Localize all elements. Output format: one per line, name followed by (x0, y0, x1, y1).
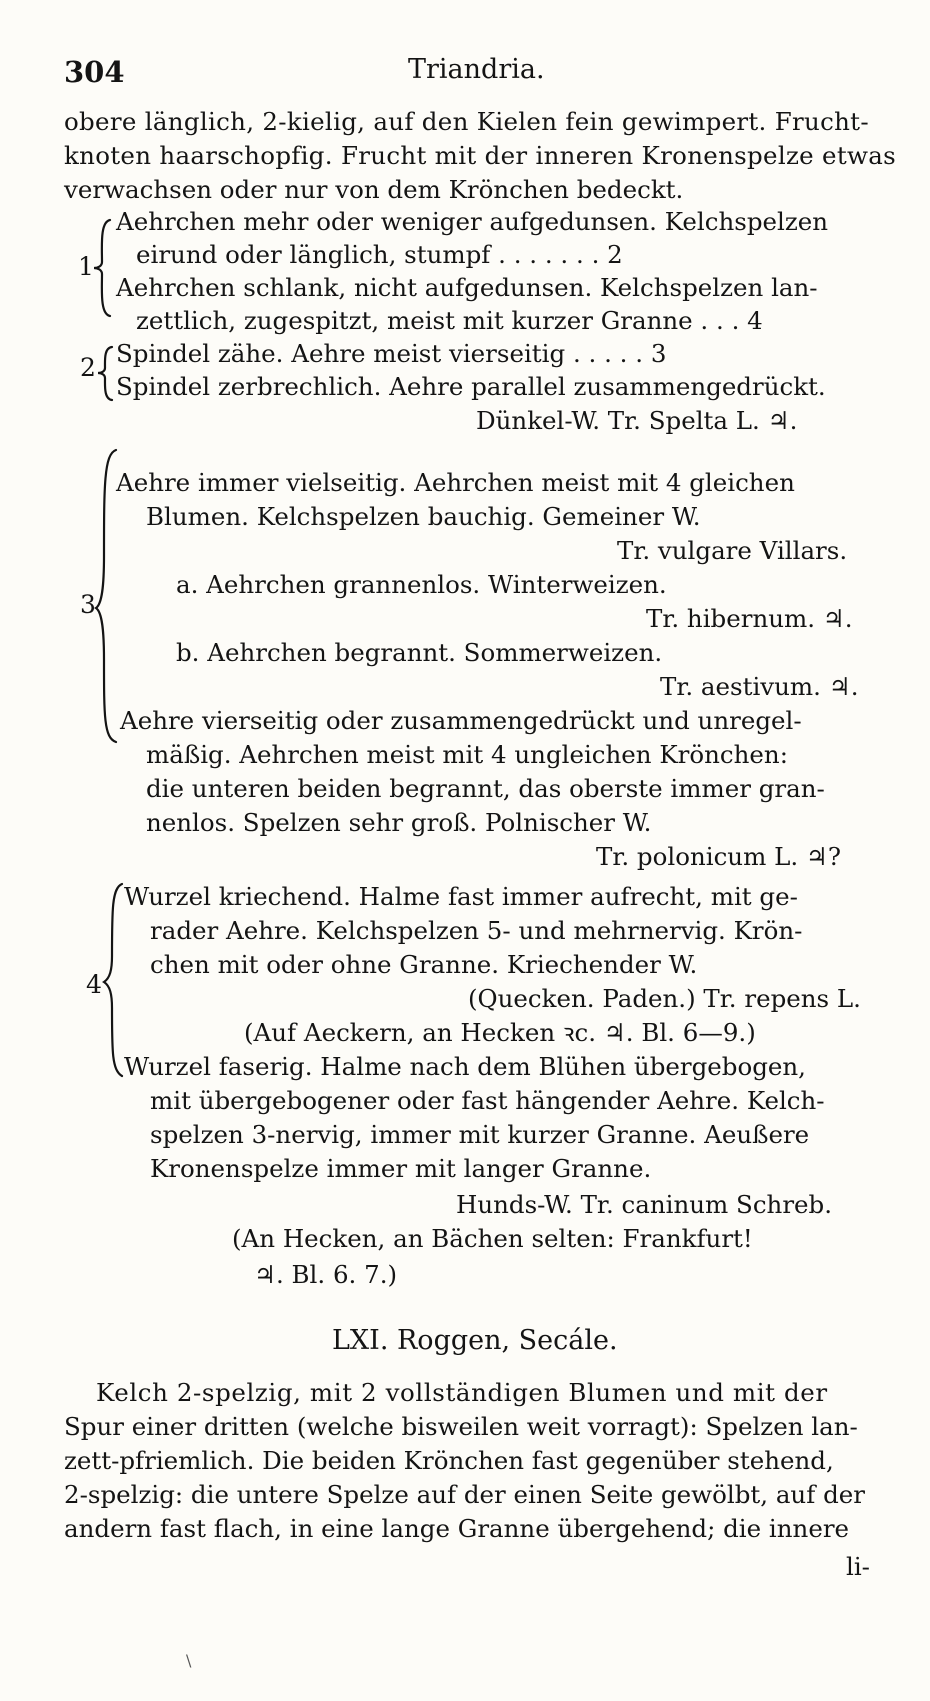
intro-line-1: obere länglich, 2-kielig, auf den Kielen fein gewimpert. Frucht- (64, 107, 869, 136)
catchword: li- (846, 1552, 870, 1581)
intro-line-2: knoten haarschopfig. Frucht mit der inneren Kronenspelze etwas (64, 141, 897, 170)
species-vulgare: Tr. vulgare Villars. (617, 536, 848, 565)
couplet-number-1: 1 (78, 252, 94, 281)
couplet-4a-line-3: chen mit oder ohne Granne. Kriechender W. (150, 950, 698, 979)
couplet-4b-line-2: mit übergebogener oder fast hängender Aehre. Kelch- (150, 1086, 825, 1115)
couplet-4b-line-1: Wurzel faserig. Halme nach dem Blühen übergebogen, (124, 1052, 806, 1081)
couplet-3a-line-1: Aehre immer vielseitig. Aehrchen meist mit 4 gleichen (116, 468, 795, 497)
brace-2 (96, 344, 116, 404)
couplet-4a-line-1: Wurzel kriechend. Halme fast immer aufrecht, mit ge- (124, 882, 798, 911)
couplet-4b-line-4: Kronenspelze immer mit langer Granne. (150, 1154, 652, 1183)
genus-line-5: andern fast flach, in eine lange Granne übergehend; die innere (64, 1514, 850, 1543)
couplet-1a-line-1: Aehrchen mehr oder weniger aufgedunsen. Kelchspelzen (116, 207, 829, 236)
couplet-number-3: 3 (80, 590, 96, 619)
couplet-2b-line: Spindel zerbrechlich. Aehre parallel zusammengedrückt. (116, 372, 826, 401)
couplet-number-2: 2 (80, 353, 96, 382)
species-spelta: Dünkel-W. Tr. Spelta L. ♃. (476, 406, 798, 435)
couplet-3b-line-4: nenlos. Spelzen sehr groß. Polnischer W. (146, 808, 652, 837)
couplet-3b-line-3: die unteren beiden begrannt, das oberste immer gran- (146, 774, 825, 803)
couplet-4b-line-3: spelzen 3-nervig, immer mit kurzer Granne. Aeußere (150, 1120, 810, 1149)
signature-mark: \ (186, 1651, 192, 1670)
couplet-3a-line-2: Blumen. Kelchspelzen bauchig. Gemeiner W. (146, 502, 701, 531)
running-title: Triandria. (408, 54, 545, 85)
couplet-3b-line-2: mäßig. Aehrchen meist mit 4 ungleichen Krönchen: (146, 740, 788, 769)
species-aestivum: Tr. aestivum. ♃. (660, 672, 859, 701)
couplet-3b-line-1: Aehre vierseitig oder zusammengedrückt und unregel- (120, 706, 802, 735)
genus-line-4: 2-spelzig: die untere Spelze auf der einen Seite gewölbt, auf der (64, 1480, 865, 1509)
brace-4 (102, 880, 126, 1080)
variety-b-line: b. Aehrchen begrannt. Sommerweizen. (176, 638, 663, 667)
couplet-4a-line-2: rader Aehre. Kelchspelzen 5- und mehrnervig. Krön- (150, 916, 803, 945)
species-repens: (Quecken. Paden.) Tr. repens L. (468, 984, 861, 1013)
habitat-caninum-line-2: ♃. Bl. 6. 7.) (254, 1260, 398, 1289)
couplet-1b-line-2: zettlich, zugespitzt, meist mit kurzer Granne . . . 4 (136, 306, 763, 335)
genus-heading: LXI. Roggen, Secále. (332, 1325, 618, 1356)
genus-line-3: zett-pfriemlich. Die beiden Krönchen fast gegenüber stehend, (64, 1446, 834, 1475)
couplet-2a-line: Spindel zähe. Aehre meist vierseitig . . . . . 3 (116, 339, 667, 368)
habitat-repens: (Auf Aeckern, an Hecken ꝛc. ♃. Bl. 6—9.) (244, 1018, 756, 1047)
variety-a-line: a. Aehrchen grannenlos. Winterweizen. (176, 570, 667, 599)
genus-line-2: Spur einer dritten (welche bisweilen weit vorragt): Spelzen lan- (64, 1412, 858, 1441)
genus-line-1: Kelch 2-spelzig, mit 2 vollständigen Blumen und mit der (96, 1378, 828, 1407)
page-number: 304 (64, 55, 125, 89)
couplet-number-4: 4 (86, 970, 102, 999)
couplet-1a-line-2: eirund oder länglich, stumpf . . . . . . . 2 (136, 240, 623, 269)
brace-1 (92, 216, 114, 320)
intro-line-3: verwachsen oder nur von dem Krönchen bedeckt. (64, 175, 684, 204)
couplet-1b-line-1: Aehrchen schlank, nicht aufgedunsen. Kelchspelzen lan- (116, 273, 818, 302)
habitat-caninum-line-1: (An Hecken, an Bächen selten: Frankfurt! (232, 1224, 753, 1253)
species-hibernum: Tr. hibernum. ♃. (646, 604, 853, 633)
species-polonicum: Tr. polonicum L. ♃? (596, 842, 842, 871)
species-caninum: Hunds-W. Tr. caninum Schreb. (456, 1190, 833, 1219)
